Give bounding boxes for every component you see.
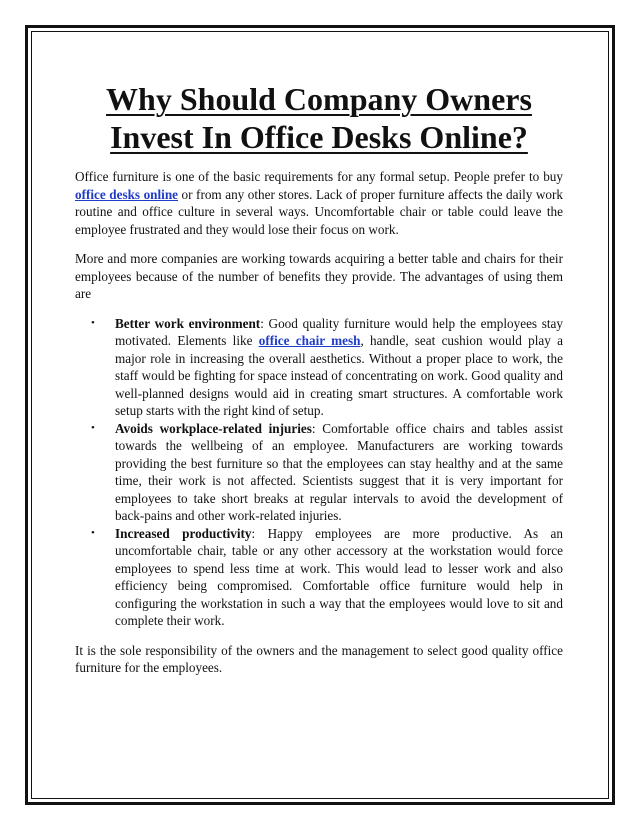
bullet-text: : Comfortable office chairs and tables assist towards the wellbeing of an employee. Manufacturers are working towards providing the best furniture so that the employees can stay healthy and at the same time, their work is not affected. Scientists suggest that it is very important for employees to take short breaks at regular intervals to avoid the development of back-pains and other work-related injuries. [115,420,563,523]
list-item [115,525,563,630]
bullet-text-before: : Good quality furniture would help the employees stay motivated. Elements like [115,315,564,348]
document-title: Why Should Company Owners Invest In Office Desks Online? [106,81,532,155]
intro-text-before: Office furniture is one of the basic requirements for any formal setup. People prefer to buy [75,169,563,184]
bullet-heading: Avoids workplace-related injuries [115,420,312,436]
list-item [115,420,563,525]
bullet-text: : Happy employees are more productive. As an uncomfortable chair, table or any other accessory at the workstation would force employees to spend less time at work. This would lead to lesser work and also efficiency being compromised. Comfortable office furniture would help in configuring the workstation in such a way that the employees would love to sit and complete their work. [115,525,563,628]
office-chair-mesh-link[interactable]: office chair mesh [258,333,361,348]
conclusion-paragraph: It is the sole responsibility of the owners and the management to select good quality office furniture for the employees. [75,642,563,675]
advantages-list [75,315,563,630]
advantages-paragraph: More and more companies are working towards acquiring a better table and chairs for their employees because of the number of benefits they provide. The advantages of using them are [75,251,563,301]
intro-text-after: or from any other stores. Lack of proper furniture affects the daily work routine and office culture in several ways. Uncomfortable chair or table could leave the employee frustrated and they would lose their focus on work. [75,186,564,237]
list-item [115,315,563,420]
office-desks-online-link[interactable]: office desks online [75,186,179,202]
document-page [75,80,563,689]
bullet-heading: Better work environment [115,315,261,331]
intro-paragraph [75,168,563,238]
bullet-heading: Increased productivity [115,525,252,541]
bullet-text-after: , handle, seat cushion would play a major role in increasing the overall aesthetics. Without a proper place to work, the staff would be fighting for space instead of concentrating on work. Good quality and well-planned designs would aid in creating smart structures. A comfortable work setup starts with the right kind of setup. [115,333,563,418]
